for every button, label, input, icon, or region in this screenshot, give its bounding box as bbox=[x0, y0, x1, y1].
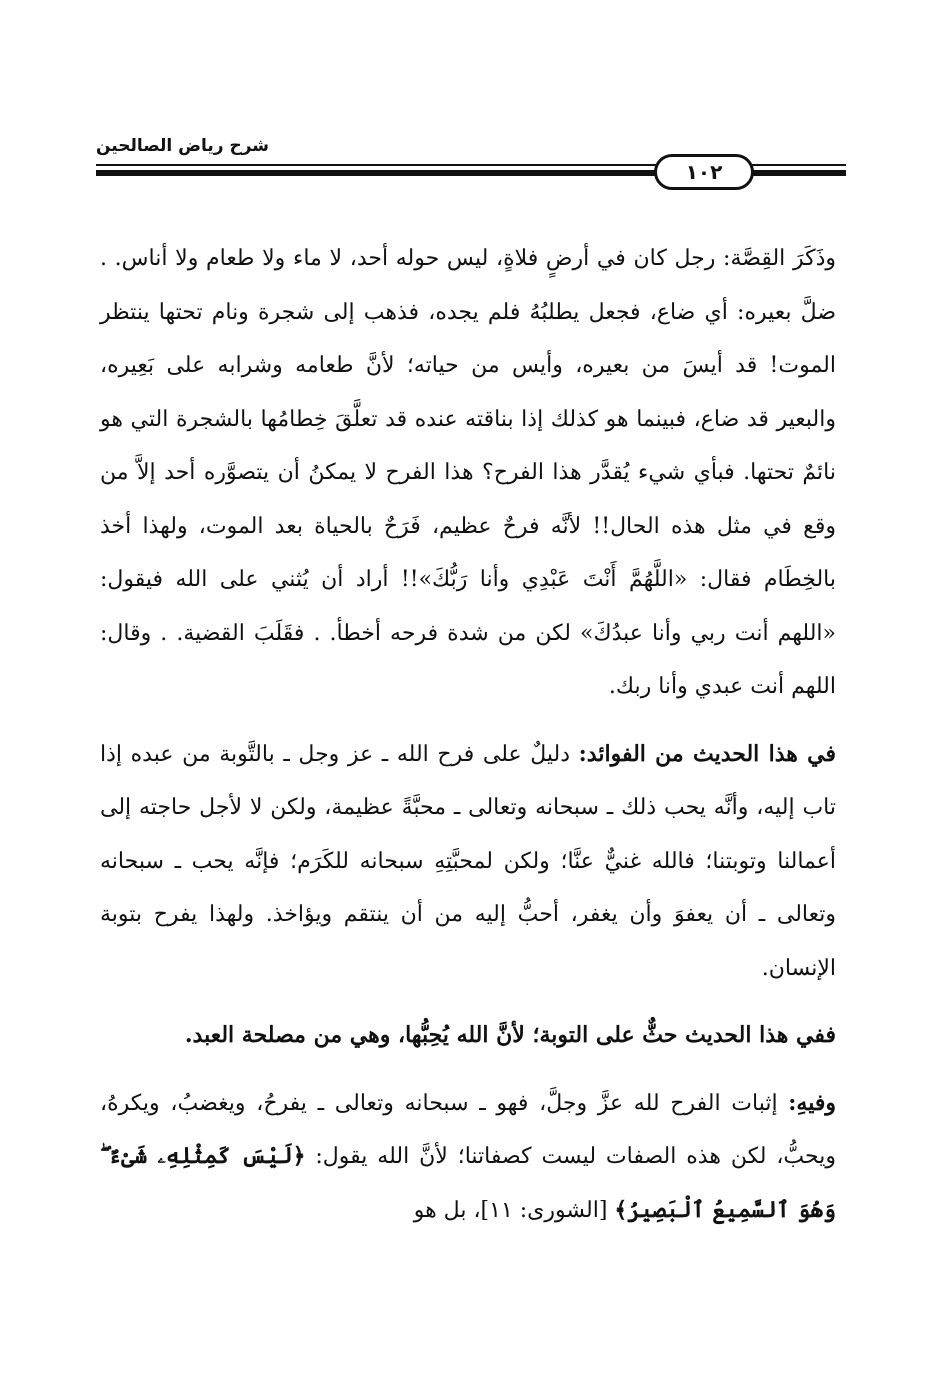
paragraph-lead: في هذا الحديث من الفوائد: bbox=[578, 740, 836, 767]
page-body bbox=[100, 232, 836, 1292]
paragraph-text: إثبات الفرح لله عزَّ وجلَّ، فهو ـ سبحانه وتعالى ـ يفرحُ، ويغضبُ، ويكرهُ، ويحبُّ، لكن هذه الصفات ليست كصفاتنا؛ لأنَّ الله يقول: bbox=[100, 1090, 836, 1169]
paragraph-text: دليلٌ على فرح الله ـ عز وجل ـ بالتَّوبة من عبده إذا تاب إليه، وأنَّه يحب ذلك ـ سبحانه وتعالى ـ محبَّةً عظيمة، ولكن لا لأجل حاجته إلى أعمالنا وتوبتنا؛ فالله غنيٌّ عنَّا؛ ولكن لمحبَّتِهِ سبحانه للكَرَم؛ فإنَّه يحب ـ سبحانه وتعالى ـ أن يعفوَ وأن يغفر، أحبُّ إليه من أن ينتقم ويؤاخذ. ولهذا يفرح بتوبة الإنسان. bbox=[100, 741, 836, 981]
page-number: ١٠٢ bbox=[654, 154, 754, 190]
paragraph-text: وذَكَرَ القِصَّة: رجل كان في أرضٍ فلاةٍ، ليس حوله أحد، لا ماء ولا طعام ولا أناس. . ضلَّ بعيره: أي ضاع، فجعل يطلبُهُ فلم يجده، فذهب إلى شجرة ونام تحتها ينتظر الموت! قد أيسَ من بعيره، وأيس من حياته؛ لأنَّ طعامه وشرابه على بَعِيره، والبعير قد ضاع، فبينما هو كذلك إذا بناقته عنده قد تعلَّقَ خِطامُها بالشجرة التي هو نائمٌ تحتها. فبأي شيء يُقدَّر هذا الفرح؟ هذا الفرح لا يمكنُ أن يتصوَّره أحد إلاَّ من وقع في مثل هذه الحال!! لأنَّه فرحٌ عظيم، فَرَحٌ بالحياة بعد الموت، ولهذا أخذ بالخِطَام فقال: «اللَّهُمَّ أَنْتَ عَبْدِي وأنا رَبُّكَ»!! أراد أن يُثني على الله فيقول: «اللهم أنت ربي وأنا عبدُكَ» لكن من شدة فرحه أخطأ. . فقَلَبَ القضية. . وقال: اللهم أنت عبدي وأنا ربك. bbox=[100, 246, 836, 699]
paragraph-bold-text: ففي هذا الحديث حثٌّ على التوبة؛ لأنَّ الله يُحِبُّها، وهي من مصلحة العبد. bbox=[184, 1022, 836, 1048]
paragraph-lead: وفيهِ: bbox=[788, 1089, 836, 1116]
book-title: شرح رياض الصالحين bbox=[96, 136, 270, 156]
page-header bbox=[96, 128, 846, 188]
verse-reference: [الشورى: ١١]، بل هو bbox=[413, 1197, 615, 1223]
paragraph-encouragement bbox=[100, 1009, 836, 1063]
quran-verse: ﴿لَيْسَ كَمِثْلِهِۦ شَىْءٌ ۖ وَهُوَ ٱلسَّمِيعُ ٱلْبَصِيرُ﴾ bbox=[100, 1143, 836, 1223]
paragraph-benefits bbox=[100, 728, 836, 996]
paragraph-attributes bbox=[100, 1077, 836, 1238]
paragraph-story bbox=[100, 232, 836, 714]
